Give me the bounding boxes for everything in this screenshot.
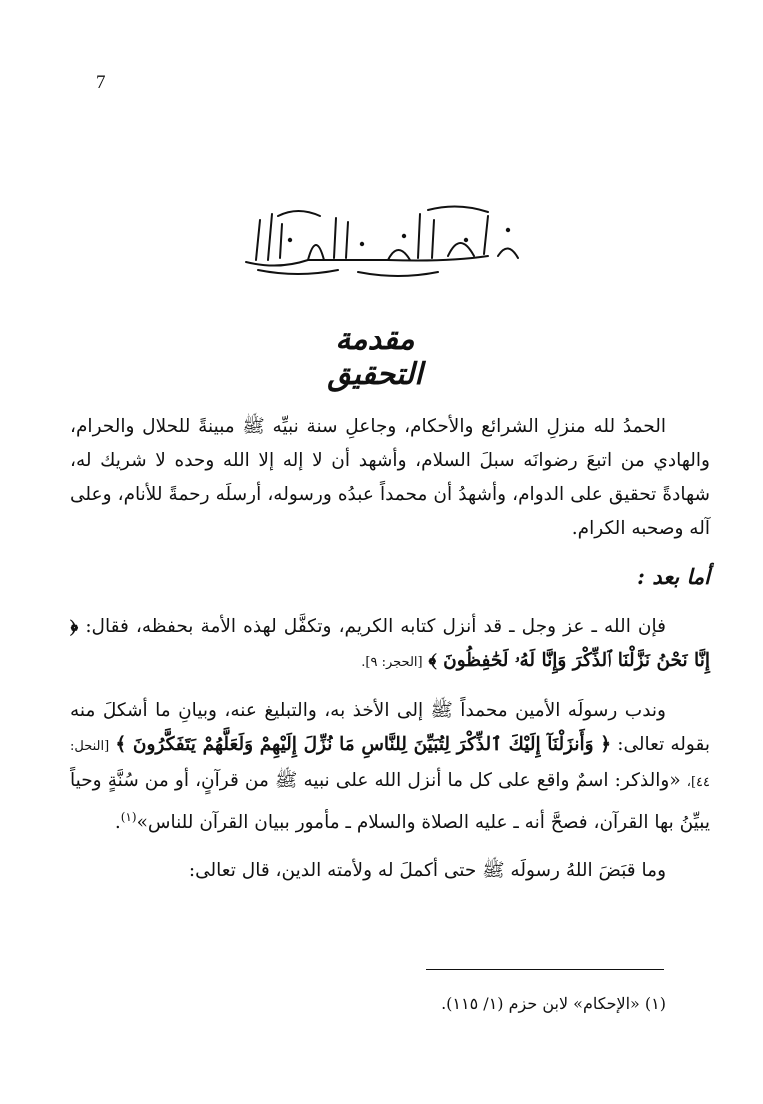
paragraph-intro: الحمدُ لله منزلِ الشرائع والأحكام، وجاعلِ سنة نبيِّه ﷺ مبينةً للحلال والحرام، والهادي من اتبعَ رضوانَه سبلَ السلام، وأشهد أن لا إله إلا الله وحده لا شريك له، شهادةً تحقيق على الدوام، وأشهدُ أن محمداً عبدُه ورسوله، أرسلَه رحمةً للأنام، وعلى آله وصحبه الكرام.: [70, 416, 710, 539]
verse-reference-1: [الحجر: ٩].: [361, 655, 423, 670]
footnote-marker: (١): [120, 810, 137, 824]
paragraph-3-text-b: «والذكر: اسمٌ واقع على كل ما أنزل الله على نبيه ﷺ من قرآنٍ، أو من سُنَّةٍ وحياً يبيِّنُ بها القرآن، فصحَّ أنه ـ عليه الصلاة والسلام ـ مأمور ببيان القرآن للناس»: [70, 770, 710, 834]
basmala-calligraphy: [238, 200, 526, 280]
paragraph-3: وندب رسولَه الأمين محمداً ﷺ إلى الأخذ به، والتبليغ عنه، وبيانِ ما أشكلَ منه بقوله تعالى: ﴿ وَأَنزَلْنَآ إِلَيْكَ ٱلذِّكْرَ لِتُبَيِّنَ لِلنَّاسِ مَا نُزِّلَ إِلَيْهِمْ وَلَعَلَّهُمْ يَتَفَكَّرُونَ ﴾ [النحل: ٤٤]، «والذكر: اسمٌ واقع على كل ما أنزل الله على نبيه ﷺ من قرآنٍ، أو من سُنَّةٍ وحياً يبيِّنُ بها القرآن، فصحَّ أنه ـ عليه الصلاة والسلام ـ مأمور ببيان القرآن للناس»$^{(١)}$.: [70, 700, 710, 834]
quran-verse-2: ﴿ وَأَنزَلْنَآ إِلَيْكَ ٱلذِّكْرَ لِتُبَيِّنَ لِلنَّاسِ مَا نُزِّلَ إِلَيْهِمْ وَلَعَلَّهُمْ يَتَفَكَّرُونَ ﴾: [115, 734, 612, 755]
paragraph-2-text: فإن الله ـ عز وجل ـ قد أنزل كتابه الكريم، وتكفَّل لهذه الأمة بحفظه، فقال:: [85, 616, 666, 637]
amma-baad-heading: [70, 560, 710, 596]
paragraph-4: وما قبَضَ اللهُ رسولَه ﷺ حتى أكملَ له ولأمته الدين، قال تعالى:: [188, 860, 666, 882]
body-text: [70, 410, 710, 902]
section-title: مقدمة التحقيق: [327, 322, 423, 392]
footnote-divider: [426, 969, 664, 970]
basmala-text: بسم الله الرحمن الرحيم: [371, 242, 382, 243]
footnote: (١) «الإحكام» لابن حزم (١/ ١١٥).: [441, 994, 666, 1013]
page-number: 7: [96, 72, 106, 93]
verse-reference-2: [النحل: ٤٤]،: [70, 739, 710, 790]
amma-baad: أما بعد :: [637, 564, 710, 589]
paragraph-2: [70, 610, 710, 680]
quran-verse-1: ﴿ إِنَّا نَحْنُ نَزَّلْنَا ٱلذِّكْرَ وَإِنَّا لَهُۥ لَحَٰفِظُونَ ﴾: [70, 616, 710, 671]
paragraph-3-text-a: وندب رسولَه الأمين محمداً ﷺ إلى الأخذ به، والتبليغ عنه، وبيانِ ما أشكلَ منه بقوله تعالى:: [70, 700, 710, 755]
